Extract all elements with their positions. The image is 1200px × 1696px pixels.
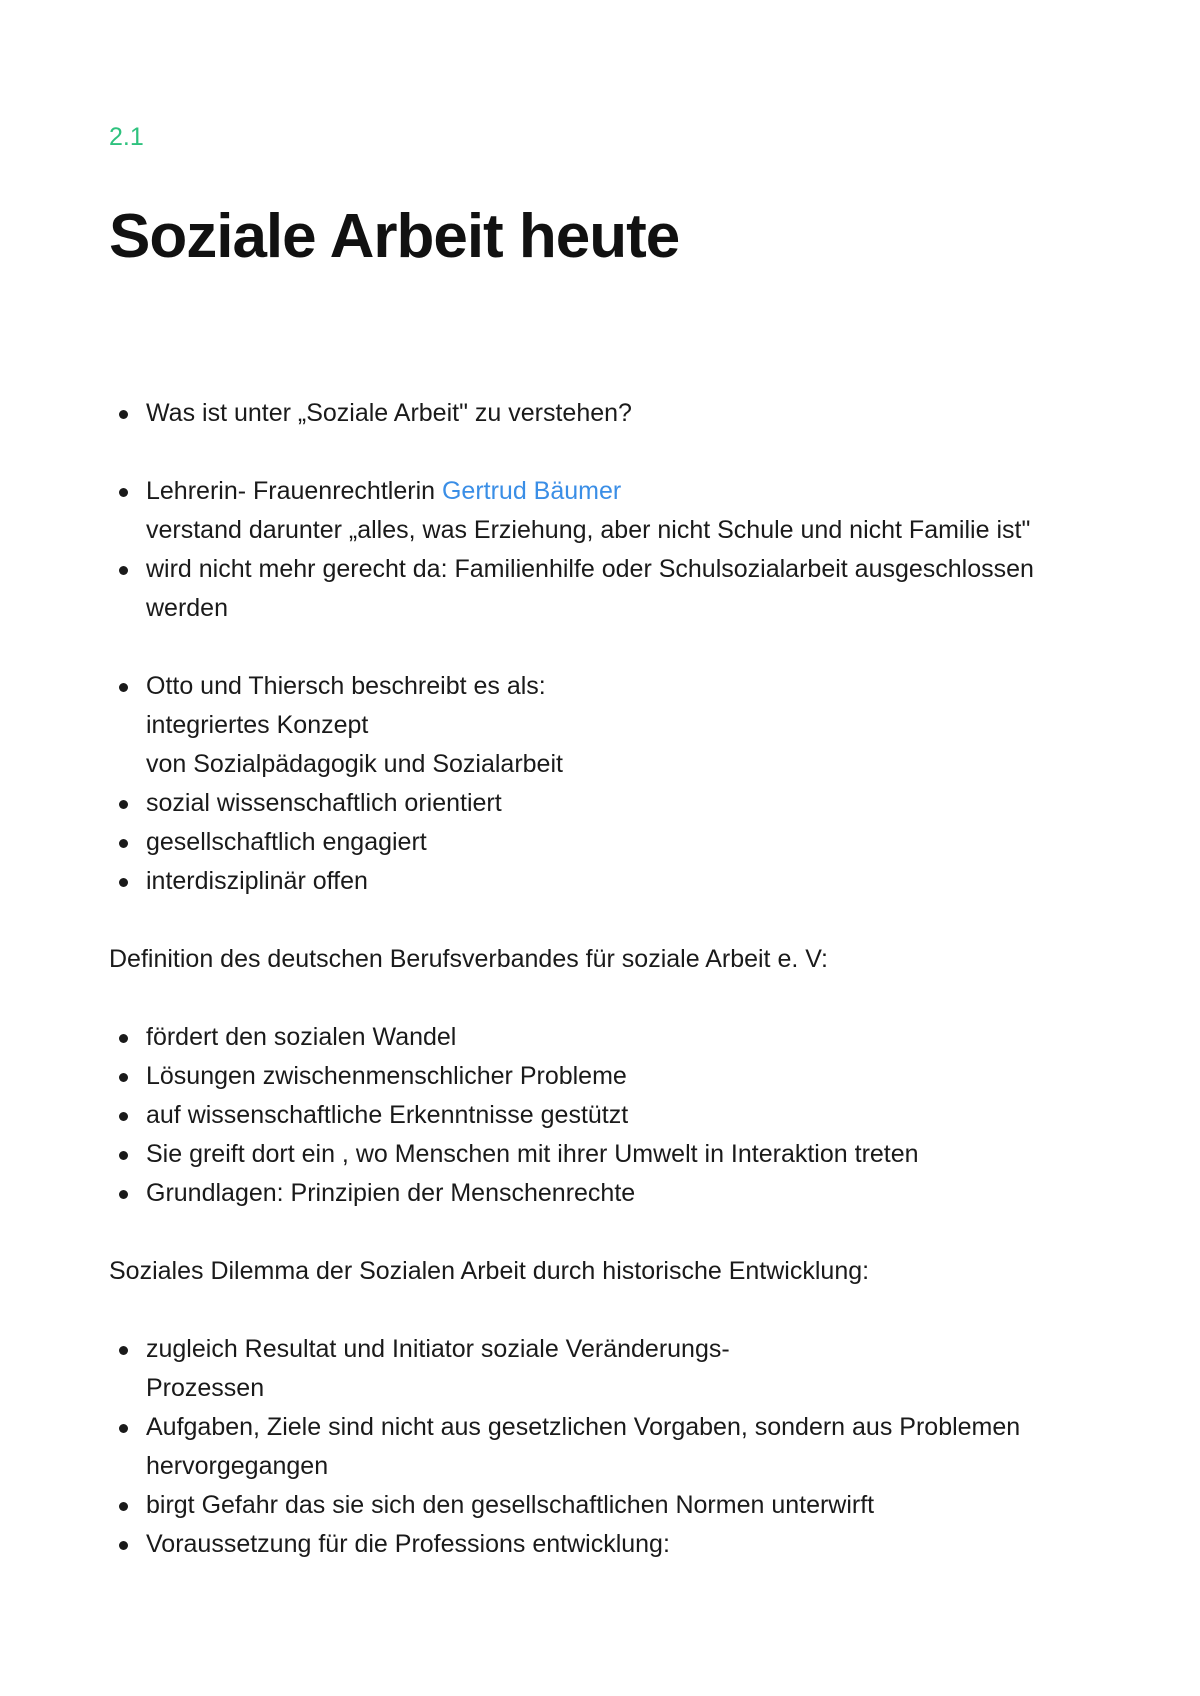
spacer: [109, 1213, 1109, 1252]
list-item: [109, 1174, 1109, 1213]
list-item: [109, 472, 1109, 550]
spacer: [109, 979, 1109, 1018]
document-body: [109, 394, 1109, 1564]
list-item: [109, 1408, 1109, 1486]
list-item-text: gesellschaftlich engagiert: [146, 828, 427, 856]
list-item-text: Aufgaben, Ziele sind nicht aus gesetzlichen Vorgaben, sondern aus Problemen: [146, 1413, 1021, 1441]
gertrud-baeumer-link[interactable]: Gertrud Bäumer: [441, 477, 622, 505]
list-item: [109, 1057, 1109, 1096]
list-item: [109, 823, 1109, 862]
definition-heading: Definition des deutschen Berufsverbandes für soziale Arbeit e. V:: [109, 945, 828, 973]
list-item-text: integriertes Konzept: [146, 711, 369, 739]
list-item-text: auf wissenschaftliche Erkenntnisse gestützt: [146, 1101, 629, 1129]
list-item-text: zugleich Resultat und Initiator soziale Veränderungs-: [146, 1335, 730, 1363]
list-item: [109, 1486, 1109, 1525]
list-item-text: [146, 472, 1109, 511]
list-item-text: von Sozialpädagogik und Sozialarbeit: [146, 750, 563, 778]
section-number: 2.1: [109, 123, 144, 151]
list-item: [109, 1525, 1109, 1564]
list-item-text: Otto und Thiersch beschreibt es als:: [146, 672, 546, 700]
list-item-text: fördert den sozialen Wandel: [146, 1023, 457, 1051]
list-item-text: Grundlagen: Prinzipien der Menschenrechte: [146, 1179, 636, 1207]
list-item-text: Lösungen zwischenmenschlicher Probleme: [146, 1062, 627, 1090]
list-item: [109, 1018, 1109, 1057]
list-item-text: Prozessen: [146, 1374, 265, 1402]
list-item-prefix: Lehrerin- Frauenrechtlerin: [146, 477, 442, 505]
list-item: [109, 1330, 1109, 1408]
dilemma-heading: Soziales Dilemma der Sozialen Arbeit durch historische Entwicklung:: [109, 1257, 870, 1285]
list-item: [109, 394, 1109, 433]
spacer: [109, 901, 1109, 940]
list-item-text: Sie greift dort ein , wo Menschen mit ihrer Umwelt in Interaktion treten: [146, 1140, 919, 1168]
list-item-text: Voraussetzung für die Professions entwicklung:: [146, 1530, 670, 1558]
list-item-text: sozial wissenschaftlich orientiert: [146, 789, 502, 817]
list-item: [109, 1135, 1109, 1174]
definition-list: [109, 1018, 1109, 1213]
list-item-text: Was ist unter „Soziale Arbeit" zu verstehen?: [146, 399, 632, 427]
list-item-text: werden: [146, 594, 228, 622]
list-item-text: interdisziplinär offen: [146, 867, 368, 895]
list-item: [109, 862, 1109, 901]
spacer: [109, 1291, 1109, 1330]
baeumer-list: [109, 472, 1109, 628]
dilemma-list: [109, 1330, 1109, 1564]
intro-question-list: [109, 394, 1109, 433]
list-item: [109, 550, 1109, 628]
list-item: [109, 667, 1109, 784]
list-item-text: wird nicht mehr gerecht da: Familienhilfe oder Schulsozialarbeit ausgeschlossen: [146, 555, 1034, 583]
page-title: Soziale Arbeit heute: [109, 202, 680, 271]
list-item: [109, 784, 1109, 823]
spacer: [109, 433, 1109, 472]
list-item-text: verstand darunter „alles, was Erziehung, aber nicht Schule und nicht Familie ist": [146, 516, 1031, 544]
otto-thiersch-list: [109, 667, 1109, 901]
list-item: [109, 1096, 1109, 1135]
list-item-text: hervorgegangen: [146, 1452, 329, 1480]
spacer: [109, 628, 1109, 667]
list-item-text: birgt Gefahr das sie sich den gesellschaftlichen Normen unterwirft: [146, 1491, 875, 1519]
